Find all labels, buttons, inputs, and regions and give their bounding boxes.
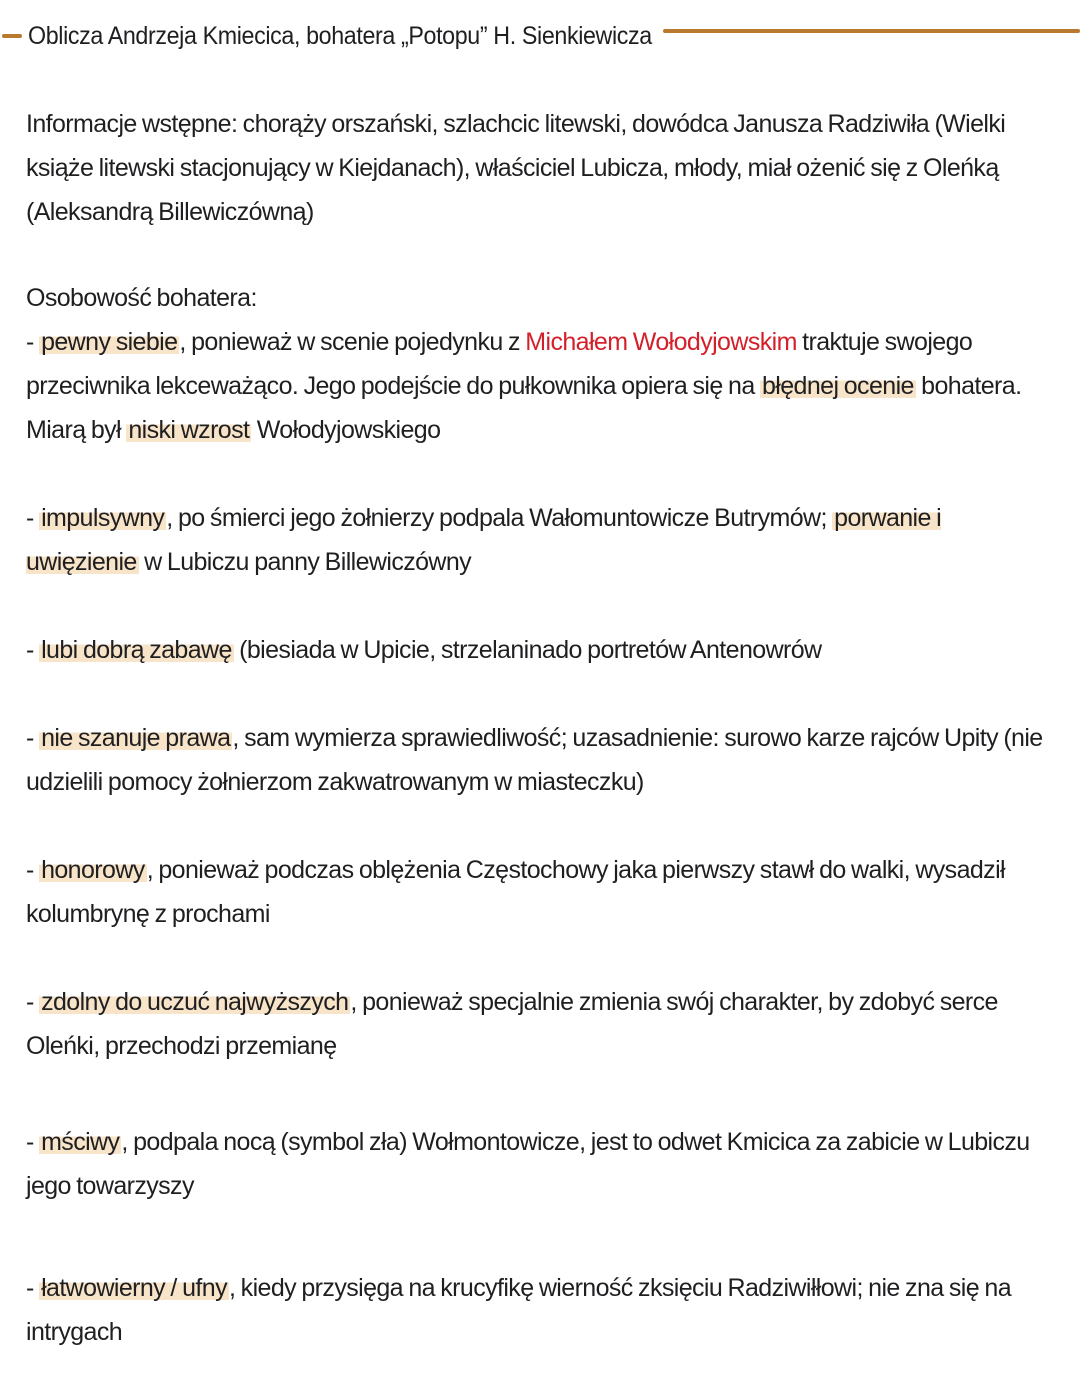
trait-lubi-dobra-zabawe [26, 628, 1056, 672]
trait-text: (biesiada w Upicie, strzelaninado portretów Antenowrów [233, 636, 822, 664]
trait-text: w Lubiczu panny Billewiczówny [138, 548, 472, 576]
trait-zdolny-do-uczuc [26, 980, 1056, 1068]
trait-keyword: impulsywny [41, 504, 165, 532]
title-underline-decoration [663, 29, 1080, 33]
trait-keyword: mściwy [41, 1128, 120, 1156]
trait-keyword: zdolny do uczuć najwyższych [41, 988, 349, 1016]
trait-latwowierny [26, 1266, 1056, 1354]
trait-dash: - [26, 504, 40, 532]
personality-heading: Osobowość bohatera: [26, 284, 257, 312]
trait-text: , sam wymierza sprawiedliwość; uzasadnienie: surowo karze rajców Upity (nie udzielili pomocy żołnierzom zakwatrowanym w miasteczku) [26, 724, 1043, 796]
trait-dash: - [26, 1128, 40, 1156]
trait-text: , podpala nocą (symbol zła) Wołmontowicze, jest to odwet Kmicica za zabicie w Lubiczu jego towarzyszy [26, 1128, 1030, 1200]
trait-nie-szanuje-prawa [26, 716, 1056, 804]
trait-msciwy [26, 1120, 1056, 1208]
trait-text: Wołodyjowskiego [251, 416, 441, 444]
trait-text: , ponieważ specjalnie zmienia swój charakter, by zdobyć serce Oleńki, przechodzi przemianę [26, 988, 998, 1060]
trait-impulsywny [26, 496, 1056, 584]
trait-keyword: niski wzrost [128, 416, 250, 444]
trait-honorowy [26, 848, 1056, 936]
trait-keyword: łatwowierny / ufny [41, 1274, 227, 1302]
trait-text: , po śmierci jego żołnierzy podpala Wałomuntowicze Butrymów; [166, 504, 833, 532]
trait-dash: - [26, 856, 40, 884]
trait-keyword: honorowy [41, 856, 145, 884]
trait-text: , ponieważ w scenie pojedynku z [179, 328, 526, 356]
intro-text: Informacje wstępne: chorąży orszański, szlachcic litewski, dowódca Janusza Radziwiła (Wielki książe litewski stacjonujący w Kiejdanach), właściciel Lubicza, młody, miał ożenić się z Oleńką (Aleksandrą Billewiczówną) [26, 110, 1006, 226]
trait-dash: - [26, 636, 40, 664]
trait-text: , kiedy przysięga na krucyfikę wierność zksięciu Radziwiłłowi; nie zna się na intrygach [26, 1274, 1012, 1346]
trait-keyword: nie szanuje prawa [41, 724, 231, 752]
trait-pewny-siebie [26, 320, 1056, 452]
trait-dash: - [26, 328, 40, 356]
trait-dash: - [26, 724, 40, 752]
trait-text: , ponieważ podczas oblężenia Częstochowy jaka pierwszy stawł do walki, wysadził kolumbrynę z prochami [26, 856, 1005, 928]
title-dash-decoration [2, 34, 22, 38]
trait-text: bohatera. Miarą był [26, 372, 1022, 444]
trait-dash: - [26, 988, 40, 1016]
trait-keyword: porwanie i uwięzienie [26, 504, 942, 576]
trait-keyword: błędnej ocenie [761, 372, 914, 400]
trait-text: traktuje swojego przeciwnika lekceważąco. Jego podejście do pułkownika opiera się na [26, 328, 973, 400]
trait-keyword: lubi dobrą zabawę [41, 636, 232, 664]
page-title: Oblicza Andrzeja Kmiecica, bohatera „Potopu” H. Sienkiewicza [28, 21, 652, 50]
character-name-red: Michałem Wołodyjowskim [525, 328, 797, 356]
trait-keyword: pewny siebie [41, 328, 178, 356]
intro-paragraph [26, 102, 1056, 234]
title-row [0, 14, 1080, 58]
trait-dash: - [26, 1274, 40, 1302]
